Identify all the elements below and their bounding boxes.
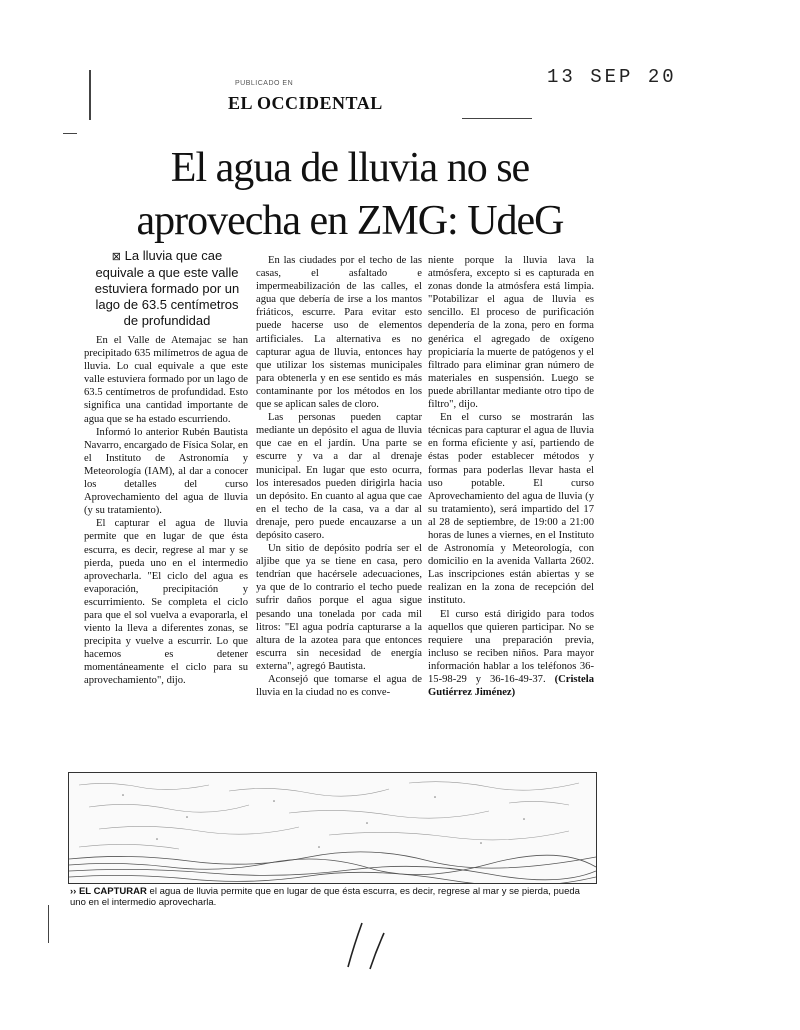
article-column-3	[428, 254, 594, 699]
published-in-label: PUBLICADO EN	[235, 80, 294, 87]
article-column-1	[84, 334, 248, 688]
deck-bullet-icon: ⊠	[111, 251, 121, 263]
paragraph: En las ciudades por el techo de las casas, el asfaltado e impermeabilización de las calles, el agua que debería de irse a los mantos friáticos, escurre. Para evitar esto puede hacerse uso de elementos artificiales. La alternativa es no capturar agua de lluvia, entonces hay que utilizar los sistemas municipales para obtenerla y en ese sentido es más contaminante por los métodos en los que se aplican sales de cloro.	[256, 255, 422, 411]
caption-lead: ›› EL CAPTURAR	[70, 886, 147, 897]
paragraph: Las personas pueden captar mediante un depósito el agua de lluvia que cae en el jardín. Una parte se escurre y va a dar al drenaje municipal. En lugar que esto ocurra, los interesados pueden dirigirla hacia un depósito. En cuanto al agua que cae en el techo de la casa, va a dar al drenaje, pero puede encauzarse a un depósito casero.	[256, 412, 422, 541]
paragraph-text: El curso está dirigido para todos aquellos que quieren participar. No se requiere una preparación previa, incluso se reciben niños. Para mayor información hablar a los teléfonos 36-15-98-29 y 36-16-49-37.	[428, 608, 594, 685]
paragraph: niente porque la lluvia lava la atmósfera, excepto si es capturada en zonas donde la atmósfera está limpia. "Potabilizar el agua de lluvia es sencillo. El proceso de purificación dependería de la zona, pero en forma genérica el agregado de oxígeno propiciaría la muerte de patógenos y el filtrado para eliminar gran número de materiales en suspensión. Luego se puede abrillantar mediante otro tipo de filtro", dijo.	[428, 255, 594, 411]
water-photo-image	[69, 773, 596, 883]
paragraph: Informó lo anterior Rubén Bautista Navarro, encargado de Física Solar, en el Instituto de Astronomía y Meteorología (IAM), al dar a conocer los detalles del curso Aprovechamiento del agua de lluvia (y su tratamiento).	[84, 426, 248, 517]
photo-caption	[70, 886, 590, 908]
paragraph: En el curso se mostrarán las técnicas para capturar el agua de lluvia en forma eficiente y así, partiendo de éstas poder establecer métodos y formas para poderlas llevar hasta el uso potable. El curso Aprovechamiento del agua de lluvia (y su tratamiento), será impartido del 17 al 28 de septiembre, de 19:00 a 21:00 horas de lunes a viernes, en el Instituto de Astronomía y Meteorología, con domicilio en la avenida Vallarta 2602. Las inscripciones están abiertas y se realizan en la zona de recepción del instituto.	[428, 412, 594, 607]
deck-text: La lluvia que cae equivale a que este valle estuviera formado por un lago de 63.5 centímetros de profundidad	[94, 248, 240, 328]
headline-line-1: El agua de lluvia no se	[170, 145, 530, 191]
left-margin-tick-lower	[48, 905, 49, 943]
headline-line-2: aprovecha en ZMG: UdeG	[136, 198, 564, 244]
newspaper-name: EL OCCIDENTAL	[228, 93, 383, 113]
left-margin-tick	[63, 133, 77, 134]
byline: (Cristela Gutiérrez Jiménez)	[428, 674, 594, 699]
left-margin-line	[89, 70, 91, 120]
paragraph: En el Valle de Atemajac se han precipitado 635 milímetros de agua de lluvia. Lo cual equivale a que este valle estuviera formado por un lago de 63.5 centímetros de profundidad. Esto significa una cantidad importante de agua que se ha estado escurriendo.	[84, 335, 248, 425]
water-photo	[68, 772, 597, 884]
handwritten-mark	[340, 915, 400, 975]
paragraph	[428, 608, 594, 700]
headline	[90, 142, 610, 248]
date-stamp: 13 SEP 20	[547, 66, 677, 88]
article-column-2	[256, 254, 422, 699]
paragraph: Aconsejó que tomarse el agua de lluvia en la ciudad no es conve-	[256, 674, 422, 699]
paragraph: El capturar el agua de lluvia permite que en lugar de que ésta escurra, es decir, regrese al mar y se pierda, pueda uno en el intermedio aprovecharla. "El ciclo del agua es evaporación, precipitación y escurrimiento. Se completa el ciclo para que el sol vuelva a evaporarla, el viento la lleva a diferentes zonas, se precipita y vuelve a escurrir. Lo que hacemos es detener momentáneamente el ciclo para su aprovechamiento", dijo.	[84, 518, 248, 687]
deck	[92, 248, 242, 329]
paragraph: Un sitio de depósito podría ser el aljibe que ya se tiene en casa, pero tendrían que hacérsele adecuaciones, ya que de lo contrario el techo puede sufrir daños porque el agua sigue pesando una tonelada por cada mil litros: "El agua podría capturarse a la altura de la azotea para que entonces escurra sin necesidad de energía externa", agregó Bautista.	[256, 543, 422, 672]
caption-text: el agua de lluvia permite que en lugar de que ésta escurra, es decir, regrese al mar y se pierda, pueda uno en el intermedio aprovecharla.	[70, 886, 580, 908]
header-rule	[462, 118, 532, 119]
